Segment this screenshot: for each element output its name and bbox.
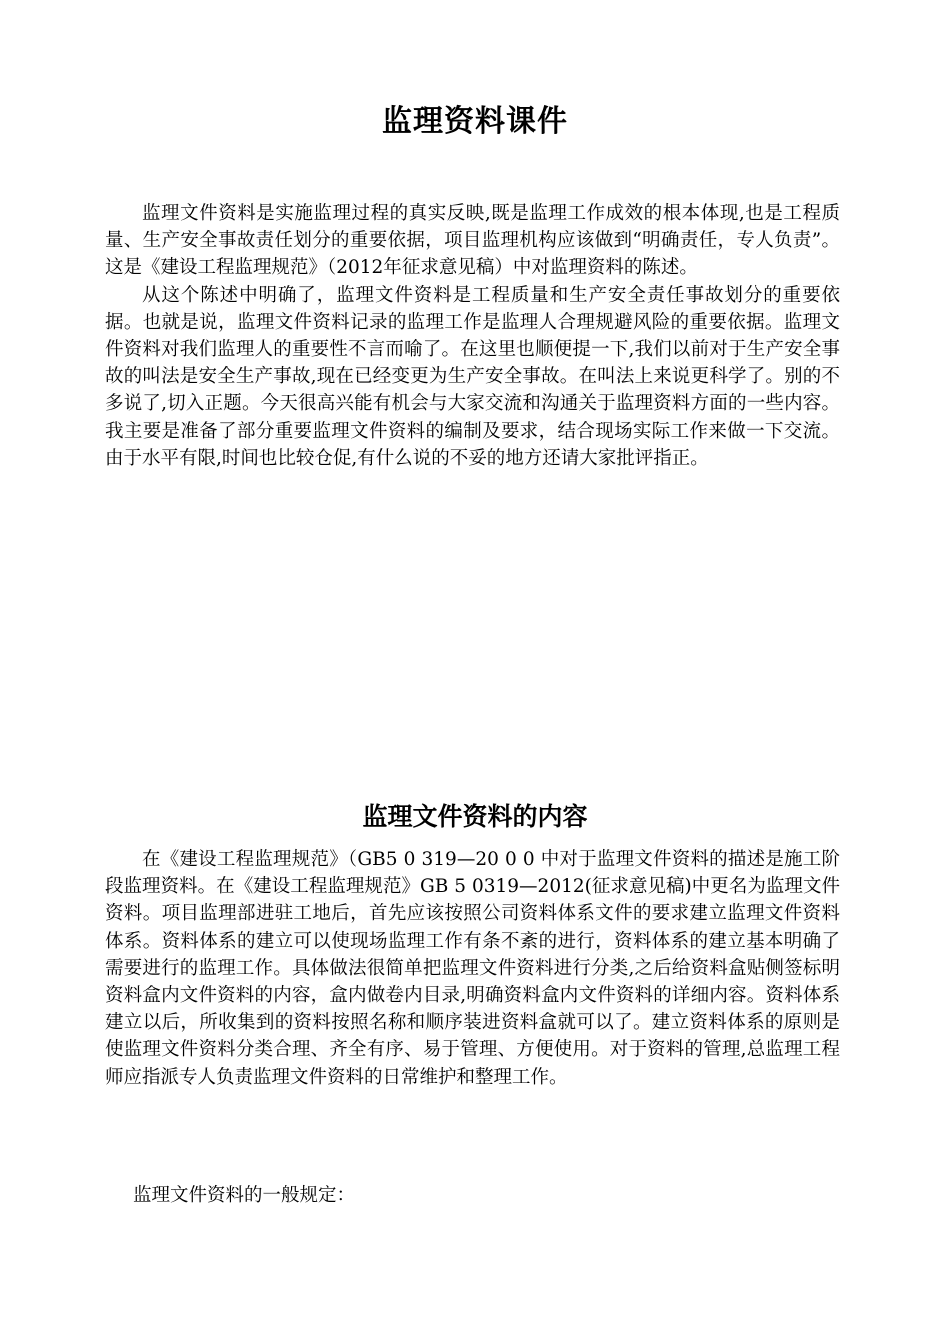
intro-paragraph: 监理文件资料是实施监理过程的真实反映,既是监理工作成效的根本体现,也是工程质量、生产安全事故责任划分的重要依据，项目监理机构应该做到“明确责任，专人负责”。这是《建设工程监理规范》（2012年征求意见稿）中对监理资料的陈述。 — [105, 203, 840, 279]
document-title: 监理资料课件 — [382, 104, 568, 139]
section-title: 监理文件资料的内容 — [362, 802, 588, 831]
intro-paragraph: 从这个陈述中明确了，监理文件资料是工程质量和生产安全责任事故划分的重要依据。也就是说，监理文件资料记录的监理工作是监理人合理规避风险的重要依据。监理文件资料对我们监理人的重要性不言而喻了。在这里也顺便提一下,我们以前对于生产安全事故的叫法是安全生产事故,现在已经变更为生产安全事故。在叫法上来说更科学了。别的不多说了,切入正题。今天很高兴能有机会与大家交流和沟通关于监理资料方面的一些内容。我主要是准备了部分重要监理文件资料的编制及要求，结合现场实际工作来做一下交流。由于水平有限,时间也比较仓促,有什么说的不妥的地方还请大家批评指正。 — [105, 284, 840, 469]
section-subheading: 监理文件资料的一般规定： — [133, 1185, 356, 1206]
section-text — [105, 846, 840, 1091]
section-paragraph: 在《建设工程监理规范》（GB5 0 319—20 0 0 中对于监理文件资料的描述是施工阶段监理资料。在《建设工程监理规范》GB 5 0319—2012(征求意见稿)中更名为监理文件资料。项目监理部进驻工地后，首先应该按照公司资料体系文件的要求建立监理文件资料体系。资料体系的建立可以使现场监理工作有条不紊的进行，资料体系的建立基本明确了需要进行的监理工作。具体做法很简单把监理文件资料进行分类,之后给资料盒贴侧签标明资料盒内文件资料的内容，盒内做卷内目录,明确资料盒内文件资料的详细内容。资料体系建立以后，所收集到的资料按照名称和顺序装进资料盒就可以了。建立资料体系的原则是使监理文件资料分类合理、齐全有序、易于管理、方便使用。对于资料的管理,总监理工程师应指派专人负责监理文件资料的日常维护和整理工作。 — [105, 849, 840, 1088]
intro-text — [105, 200, 840, 472]
